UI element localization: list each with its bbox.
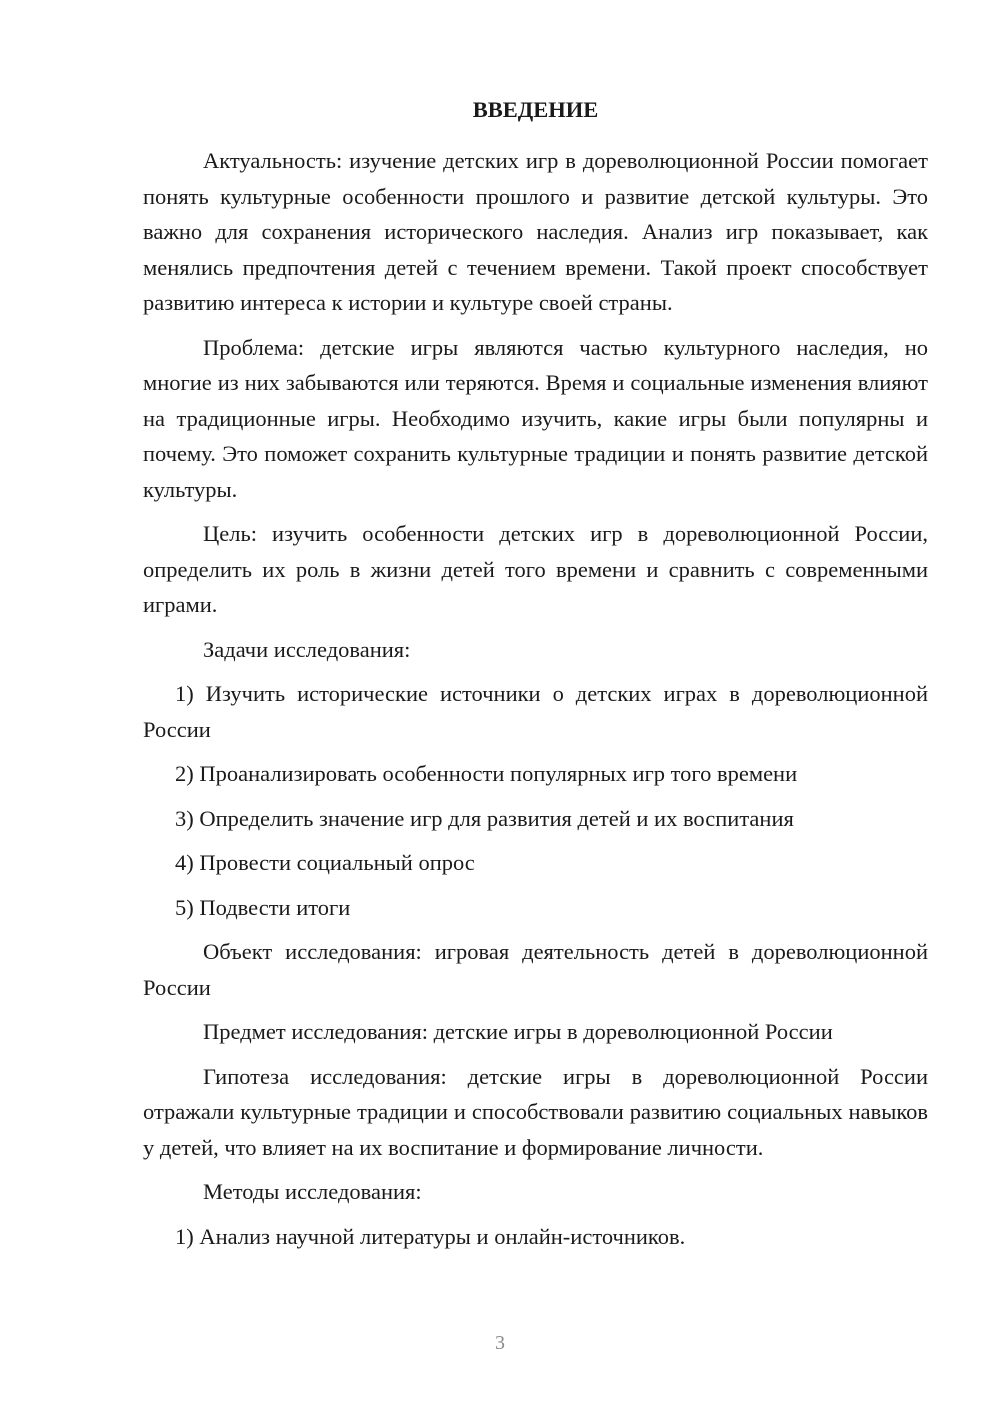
task-item-2: 2) Проанализировать особенности популярных игр того времени [175, 761, 798, 786]
hypothesis-paragraph: Гипотеза исследования: детские игры в дореволюционной России отражали культурные традиции и способствовали развитию социальных навыков у детей, что влияет на их воспитание и формирование личности. [143, 1063, 928, 1160]
page-number: 3 [495, 1332, 505, 1354]
task-item-3: 3) Определить значение игр для развития детей и их воспитания [175, 805, 794, 831]
task-item-4: 4) Провести социальный опрос [175, 850, 475, 875]
relevance-paragraph: Актуальность: изучение детских игр в дореволюционной России помогает понять культурные особенности прошлого и развитие детской культуры. Это важно для сохранения исторического наследия. Анализ игр показывает, как менялись предпочтения детей с течением времени. Такой проект способствует развитию интереса к истории и культуре своей страны. [143, 148, 928, 315]
page-body [143, 92, 928, 1263]
tasks-heading: Задачи исследования: [203, 636, 411, 662]
method-item-1: 1) Анализ научной литературы и онлайн-источников. [175, 1223, 686, 1249]
subject-paragraph: Предмет исследования: детские игры в дореволюционной России [203, 1019, 833, 1044]
goal-paragraph: Цель: изучить особенности детских игр в дореволюционной России, определить их роль в жизни детей того времени и сравнить с современными играми. [143, 521, 928, 617]
methods-heading: Методы исследования: [203, 1179, 422, 1204]
task-item-5: 5) Подвести итоги [175, 894, 351, 920]
task-item-1: 1) Изучить исторические источники о детских играх в дореволюционной России [143, 681, 928, 742]
section-title: ВВЕДЕНИЕ [472, 97, 599, 122]
problem-paragraph: Проблема: детские игры являются частью культурного наследия, но многие из них забываются или теряются. Время и социальные изменения влияют на традиционные игры. Необходимо изучить, какие игры были популярны и почему. Это поможет сохранить культурные традиции и понять развитие детской культуры. [143, 334, 928, 502]
object-paragraph: Объект исследования: игровая деятельность детей в дореволюционной России [143, 939, 928, 1000]
